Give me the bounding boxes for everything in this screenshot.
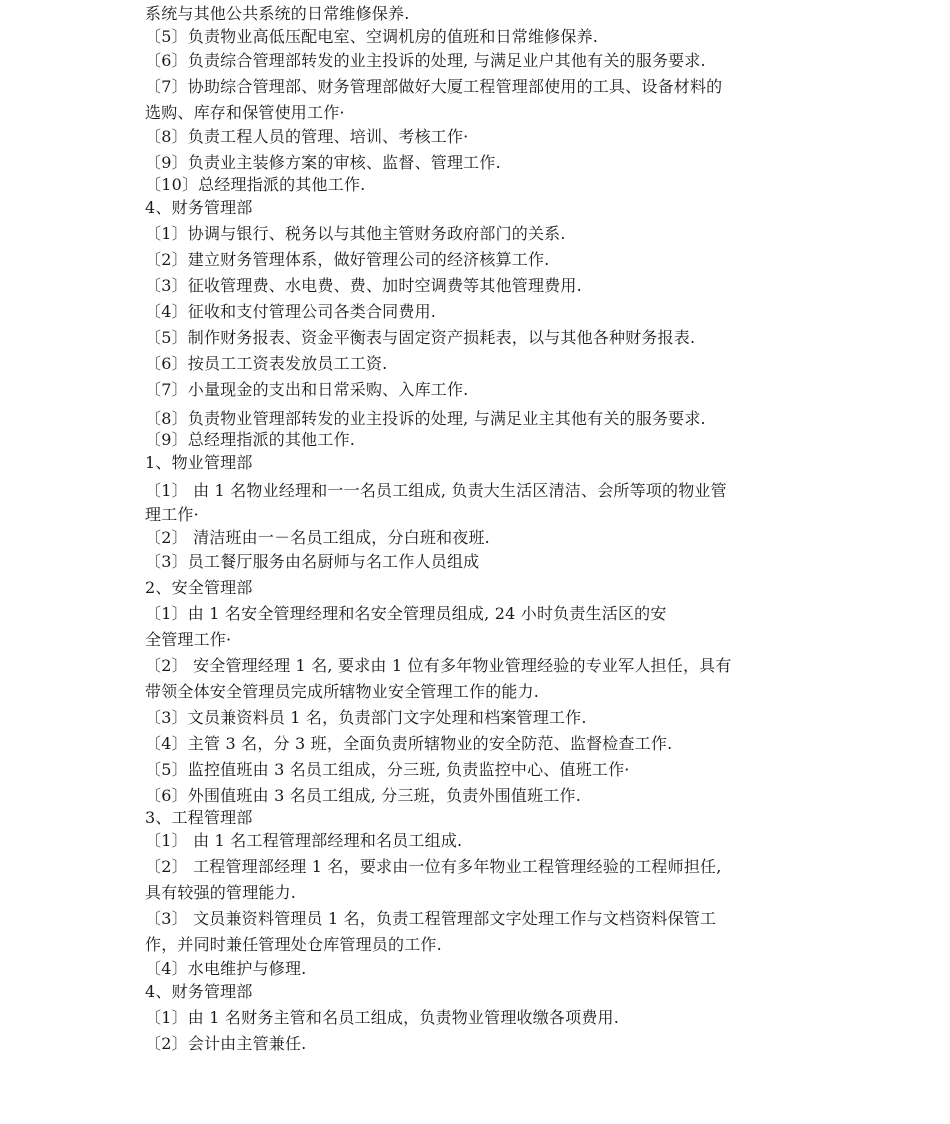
text-line: 〔8〕负责物业管理部转发的业主投诉的处理, 与满足业主其他有关的服务要求. bbox=[145, 409, 706, 428]
text-line: 〔2〕建立财务管理体系，做好管理公司的经济核算工作. bbox=[145, 250, 550, 269]
text-line: 〔1〕由 1 名财务主管和名员工组成，负责物业管理收缴各项费用. bbox=[145, 1008, 620, 1027]
text-line: 〔2〕 工程管理部经理 1 名，要求由一位有多年物业工程管理经验的工程师担任, bbox=[145, 857, 722, 876]
text-line: 〔7〕小量现金的支出和日常采购、入库工作. bbox=[145, 380, 469, 399]
section-heading: 4、财务管理部 bbox=[145, 982, 253, 1001]
text-line: 〔3〕征收管理费、水电费、费、加时空调费等其他管理费用. bbox=[145, 276, 582, 295]
text-line: 〔4〕水电维护与修理. bbox=[145, 959, 307, 978]
text-line: 带领全体安全管理员完成所辖物业安全管理工作的能力. bbox=[145, 682, 540, 701]
text-line: 〔1〕协调与银行、税务以与其他主管财务政府部门的关系. bbox=[145, 224, 566, 243]
text-line: 〔2〕 安全管理经理 1 名, 要求由 1 位有多年物业管理经验的专业军人担任，具有 bbox=[145, 656, 732, 675]
text-line: 选购、库存和保管使用工作· bbox=[145, 103, 345, 122]
text-line: 具有较强的管理能力. bbox=[145, 883, 297, 902]
text-line: 〔1〕 由 1 名物业经理和一一名员工组成, 负责大生活区清洁、会所等项的物业管 bbox=[145, 481, 727, 500]
text-line: 〔4〕征收和支付管理公司各类合同费用. bbox=[145, 302, 437, 321]
text-line: 〔5〕监控值班由 3 名员工组成，分三班, 负责监控中心、值班工作· bbox=[145, 760, 630, 779]
text-line: 〔6〕外围值班由 3 名员工组成, 分三班，负责外围值班工作. bbox=[145, 786, 581, 805]
text-line: 系统与其他公共系统的日常维修保养. bbox=[145, 4, 410, 23]
text-line: 〔10〕总经理指派的其他工作. bbox=[145, 175, 366, 194]
text-line: 〔1〕 由 1 名工程管理部经理和名员工组成. bbox=[145, 831, 463, 850]
text-line: 〔2〕会计由主管兼任. bbox=[145, 1034, 307, 1053]
section-heading: 4、财务管理部 bbox=[145, 198, 253, 217]
text-line: 〔8〕负责工程人员的管理、培训、考核工作· bbox=[145, 127, 469, 146]
text-line: 〔4〕主管 3 名，分 3 班，全面负责所辖物业的安全防范、监督检查工作. bbox=[145, 734, 673, 753]
text-line: 全管理工作· bbox=[145, 630, 232, 649]
text-line: 〔9〕负责业主装修方案的审核、监督、管理工作. bbox=[145, 153, 501, 172]
text-line: 〔5〕负责物业高低压配电室、空调机房的值班和日常维修保养. bbox=[145, 27, 599, 46]
text-line: 〔3〕 文员兼资料管理员 1 名，负责工程管理部文字处理工作与文档资料保管工 bbox=[145, 909, 717, 928]
section-heading: 1、物业管理部 bbox=[145, 453, 253, 472]
text-line: 〔1〕由 1 名安全管理经理和名安全管理员组成, 24 小时负责生活区的安 bbox=[145, 604, 667, 623]
text-line: 〔2〕 清洁班由一－名员工组成，分白班和夜班. bbox=[145, 528, 490, 547]
text-line: 〔3〕文员兼资料员 1 名，负责部门文字处理和档案管理工作. bbox=[145, 708, 587, 727]
text-line: 〔7〕协助综合管理部、财务管理部做好大厦工程管理部使用的工具、设备材料的 bbox=[145, 77, 723, 96]
text-line: 作，并同时兼任管理处仓库管理员的工作. bbox=[145, 935, 442, 954]
text-line: 理工作· bbox=[145, 505, 199, 524]
text-line: 〔6〕负责综合管理部转发的业主投诉的处理, 与满足业户其他有关的服务要求. bbox=[145, 51, 706, 70]
text-line: 〔9〕总经理指派的其他工作. bbox=[145, 430, 356, 449]
text-line: 〔6〕按员工工资表发放员工工资. bbox=[145, 354, 388, 373]
text-line: 〔3〕员工餐厅服务由名厨师与名工作人员组成 bbox=[145, 552, 480, 571]
text-line: 〔5〕制作财务报表、资金平衡表与固定资产损耗表，以与其他各种财务报表. bbox=[145, 328, 696, 347]
section-heading: 3、工程管理部 bbox=[145, 808, 253, 827]
section-heading: 2、安全管理部 bbox=[145, 578, 253, 597]
